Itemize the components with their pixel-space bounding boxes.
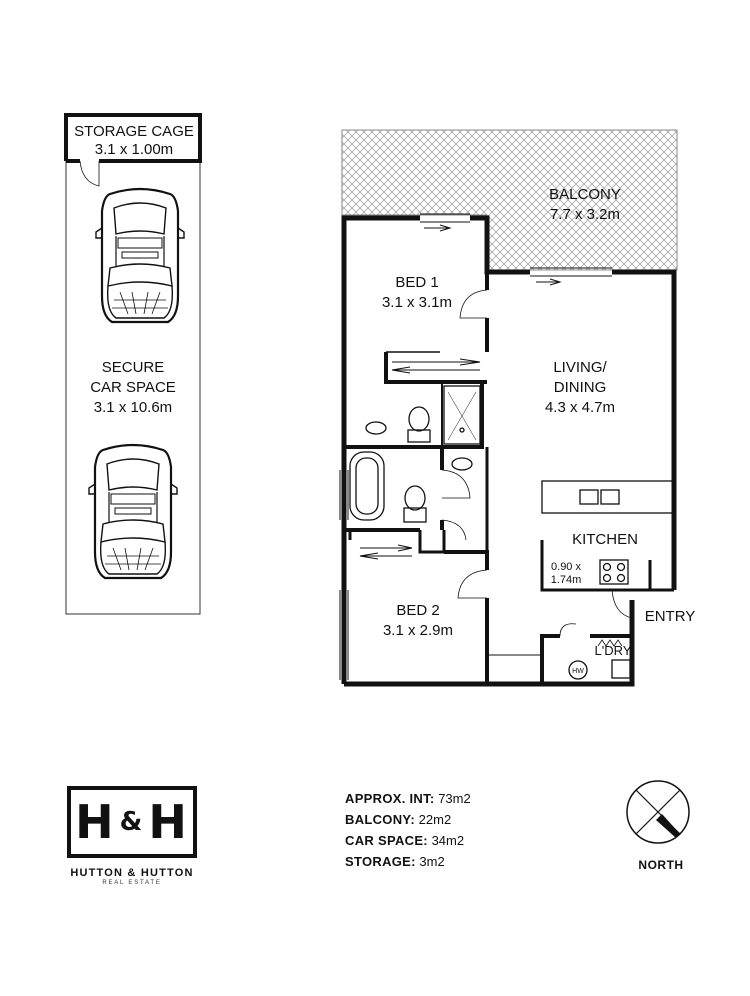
area-row: BALCONY: 22m2 [345, 812, 452, 827]
bed2-label: BED 2 [396, 602, 440, 619]
bed1-size: 3.1 x 3.1m [381, 294, 453, 311]
balcony-area [342, 130, 677, 270]
storage-cage-size: 3.1 x 1.00m [94, 141, 174, 158]
area-summary [345, 788, 471, 872]
brand-logo: H & H [67, 786, 197, 858]
car-space-size: 3.1 x 10.6m [93, 399, 173, 416]
area-row: APPROX. INT: 73m2 [345, 791, 471, 806]
bed2-size: 3.1 x 2.9m [382, 622, 454, 639]
kitchen-label: KITCHEN [572, 531, 638, 548]
pantry-size-1: 0.90 x [551, 561, 581, 573]
entry-label: ENTRY [644, 608, 696, 625]
north-compass-icon [627, 781, 689, 843]
apartment-walls [344, 218, 674, 684]
living-label-1: LIVING/ [553, 359, 607, 376]
living-size: 4.3 x 4.7m [544, 399, 616, 416]
car-space-label-1: SECURE [101, 359, 165, 376]
hot-water-label: HW [572, 668, 584, 675]
balcony-label: BALCONY [549, 186, 621, 203]
laundry-label: L'DRY [594, 643, 632, 658]
area-row: STORAGE: 3m2 [345, 854, 445, 869]
area-row: CAR SPACE: 34m2 [345, 833, 465, 848]
north-label: NORTH [638, 858, 684, 872]
car-space-label-2: CAR SPACE [90, 379, 176, 396]
bed1-label: BED 1 [395, 274, 439, 291]
living-label-2: DINING [553, 379, 607, 396]
brand-tagline: REAL ESTATE [102, 880, 162, 886]
brand-name: HUTTON & HUTTON [70, 867, 194, 879]
balcony-size: 7.7 x 3.2m [549, 206, 621, 223]
pantry-size-2: 1.74m [550, 574, 582, 586]
storage-cage-label: STORAGE CAGE [74, 123, 194, 140]
